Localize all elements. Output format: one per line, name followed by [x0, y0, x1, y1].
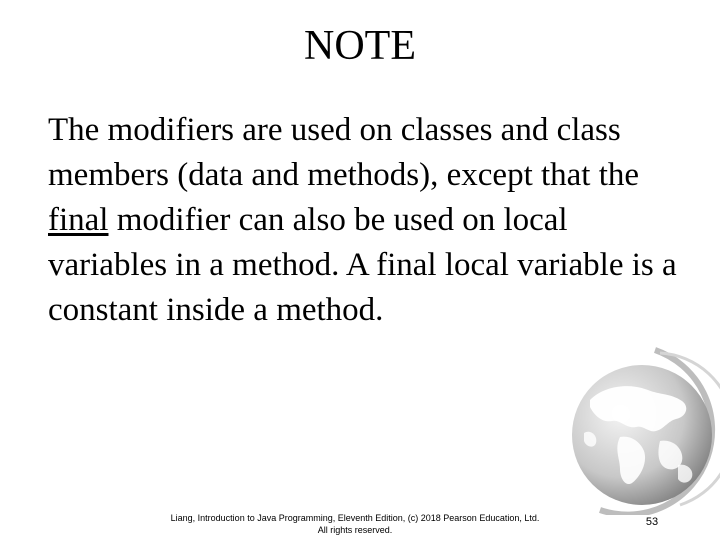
slide-body-text [48, 108, 688, 333]
page-number: 53 [645, 516, 659, 528]
globe-icon [560, 345, 720, 515]
body-text-after: modifier can also be used on local variables in a method. A final local variable is a constant inside a method. [48, 202, 677, 328]
body-underlined-keyword: final [48, 202, 109, 238]
footer-credit [140, 512, 570, 536]
footer-credit-line1: Liang, Introduction to Java Programming, Eleventh Edition, (c) 2018 Pearson Education, Ltd. [170, 513, 540, 523]
footer-credit-line2: All rights reserved. [317, 525, 393, 535]
slide-title: NOTE [304, 23, 416, 69]
body-text-before: The modifiers are used on classes and class members (data and methods), except that the [48, 112, 640, 193]
